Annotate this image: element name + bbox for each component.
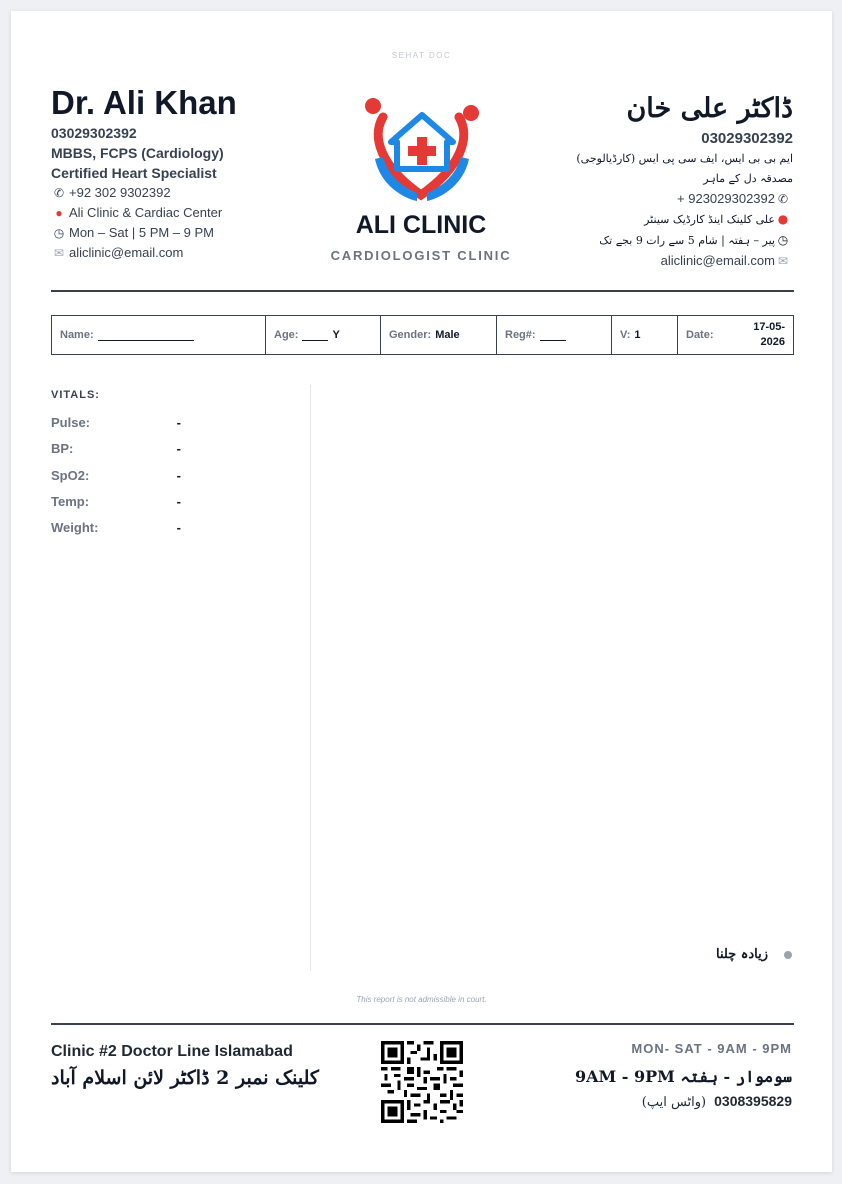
visit-value: 1 <box>634 329 641 341</box>
address-urdu-row <box>576 209 793 230</box>
doctor-phone-urdu-side: 03029302392 <box>701 130 793 147</box>
contact-phone-urdu: + 923029302392 <box>677 191 775 206</box>
email-row <box>51 243 237 263</box>
reg-blank[interactable] <box>540 330 566 341</box>
contact-phone-row <box>51 183 237 203</box>
vital-row-pulse <box>51 415 181 430</box>
footer-address-en: Clinic #2 Doctor Line Islamabad <box>51 1043 293 1060</box>
patient-info-table <box>51 315 794 355</box>
vital-row-weight <box>51 520 181 535</box>
whatsapp-label: (واٹس ایپ) <box>641 1095 707 1110</box>
timing-urdu: پیر – ہفتہ | شام 5 سے رات 9 بجے تک <box>599 234 775 247</box>
prescription-sheet <box>11 11 832 1172</box>
footer-divider <box>51 1023 794 1025</box>
disclaimer: This report is not admissible in court. <box>356 995 487 1004</box>
vital-label: Pulse: <box>51 415 91 430</box>
vital-row-bp <box>51 441 181 456</box>
email-urdu-row <box>576 251 793 271</box>
column-divider <box>310 385 311 971</box>
doctor-name-urdu: ڈاکٹر علی خان <box>626 93 793 124</box>
clock-icon: ◷ <box>777 233 789 247</box>
vital-value[interactable]: - <box>176 415 181 430</box>
whatsapp-row <box>642 1093 792 1110</box>
timing-row <box>51 223 237 243</box>
email-urdu: aliclinic@email.com <box>660 253 775 268</box>
name-label: Name: <box>60 329 94 341</box>
address-row <box>51 203 237 223</box>
phone-icon: ✆ <box>777 192 789 206</box>
vital-row-temp <box>51 494 181 509</box>
gender-value: Male <box>435 329 460 341</box>
visit-label: V: <box>620 329 631 341</box>
doctor-info-ur <box>576 89 793 271</box>
whatsapp-number[interactable]: 0308395829 <box>714 1093 792 1109</box>
footer-address-ur: کلینک نمبر 2 ڈاکٹر لائن اسلام آباد <box>51 1067 319 1089</box>
envelope-icon: ✉ <box>777 254 789 268</box>
address: Ali Clinic & Cardiac Center <box>69 205 223 220</box>
vitals-title: VITALS: <box>51 389 100 401</box>
vital-label: Temp: <box>51 494 90 509</box>
advice-item <box>716 947 792 962</box>
patient-name-cell[interactable] <box>52 316 266 354</box>
doctor-degrees-urdu: ایم بی بی ایس، ایف سی پی ایس (کارڈیالوجی) <box>576 152 793 165</box>
contact-phone: +92 302 9302392 <box>69 185 171 200</box>
vital-value[interactable]: - <box>176 468 181 483</box>
vital-row-spo2 <box>51 468 181 483</box>
clinic-logo <box>351 87 493 205</box>
clock-icon: ◷ <box>53 226 65 240</box>
header-divider <box>51 290 794 292</box>
hours-ur: سوموار - ہفتہ 9AM - 9PM <box>574 1067 792 1086</box>
vital-value[interactable]: - <box>176 494 181 509</box>
patient-reg-cell[interactable] <box>497 316 612 354</box>
timing-urdu-row <box>576 230 793 251</box>
patient-age-cell[interactable] <box>266 316 381 354</box>
age-blank[interactable] <box>302 330 328 341</box>
hours-en: MON- SAT - 9AM - 9PM <box>631 1041 792 1056</box>
map-pin-icon: ● <box>55 206 63 220</box>
date-label: Date: <box>686 329 714 341</box>
doctor-title: Certified Heart Specialist <box>51 165 217 181</box>
date-line-1: 17-05- <box>753 321 785 333</box>
phone-icon: ✆ <box>53 186 65 200</box>
qr-code-icon[interactable] <box>381 1041 463 1123</box>
vital-value[interactable]: - <box>176 520 181 535</box>
age-unit: Y <box>332 329 340 341</box>
contact-phone-urdu-row <box>576 189 793 209</box>
gender-label: Gender: <box>389 329 432 341</box>
vital-label: Weight: <box>51 520 99 535</box>
patient-visit-cell[interactable] <box>612 316 678 354</box>
doctor-phone: 03029302392 <box>51 125 137 141</box>
name-blank[interactable] <box>98 330 194 341</box>
patient-gender-cell[interactable] <box>381 316 497 354</box>
doctor-info-en <box>51 83 237 263</box>
timing: Mon – Sat | 5 PM – 9 PM <box>69 225 214 240</box>
envelope-icon: ✉ <box>53 246 65 260</box>
email: aliclinic@email.com <box>69 245 184 260</box>
bullet-dot-icon <box>784 951 792 959</box>
clinic-subtitle: CARDIOLOGIST CLINIC <box>330 248 512 263</box>
vital-label: SpO2: <box>51 468 90 483</box>
brand-watermark: SEHAT DOC <box>391 51 452 60</box>
map-pin-icon: ● <box>777 212 789 226</box>
clinic-name: ALI CLINIC <box>355 211 487 239</box>
doctor-title-urdu: مصدقہ دل کے ماہر <box>703 172 793 185</box>
vital-value[interactable]: - <box>176 441 181 456</box>
date-line-2: 2026 <box>760 336 785 348</box>
reg-label: Reg#: <box>505 329 536 341</box>
address-urdu: علی کلینک اینڈ کارڈیک سینٹر <box>644 213 775 226</box>
doctor-degrees: MBBS, FCPS (Cardiology) <box>51 145 224 161</box>
patient-date-cell[interactable] <box>678 316 793 354</box>
doctor-name: Dr. Ali Khan <box>51 84 237 121</box>
advice-text: زیادہ چلنا <box>715 947 768 962</box>
age-label: Age: <box>274 329 299 341</box>
vital-label: BP: <box>51 441 74 456</box>
date-value <box>753 320 785 350</box>
